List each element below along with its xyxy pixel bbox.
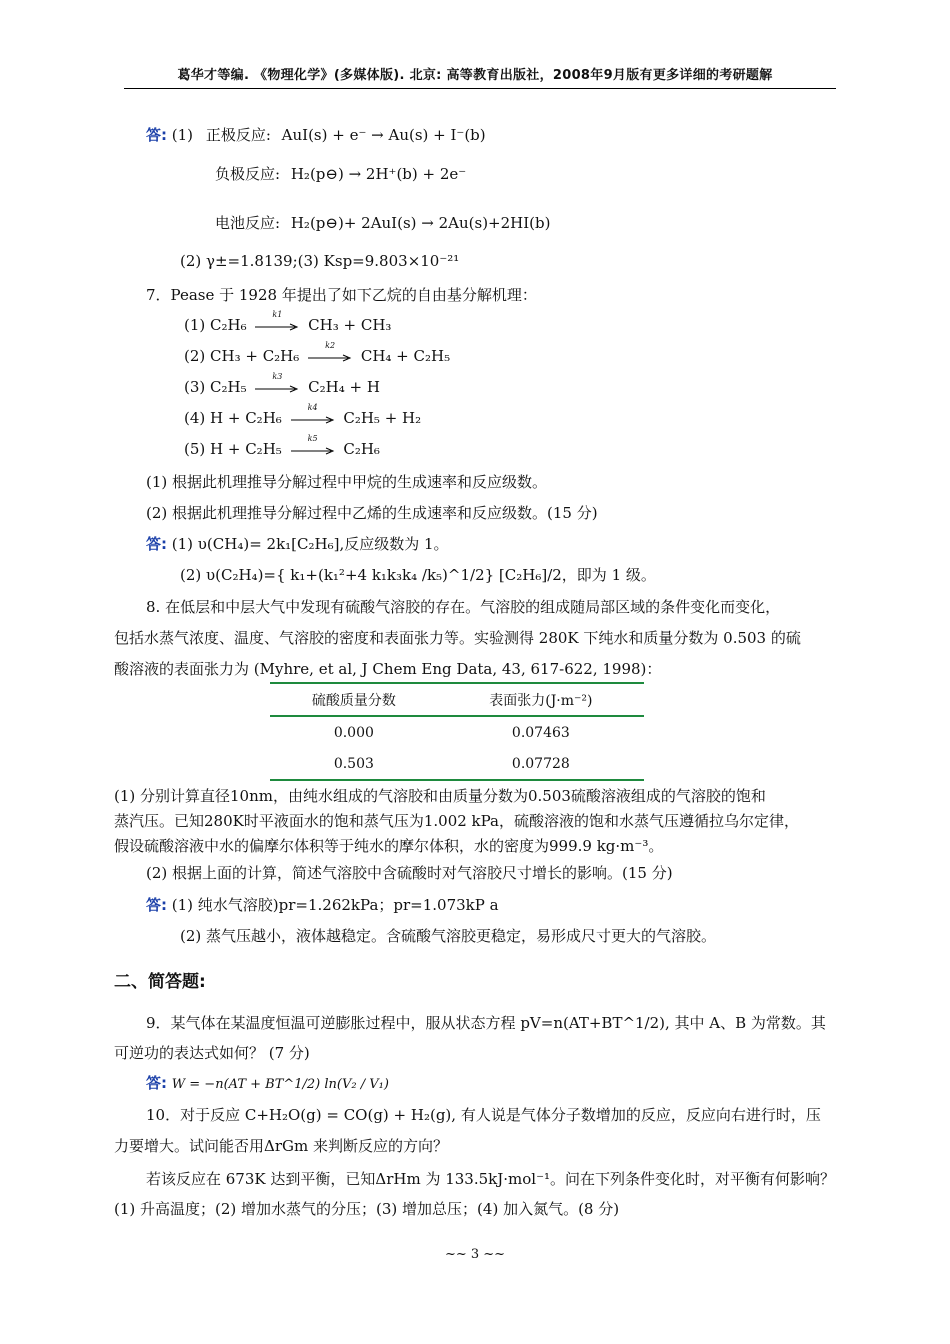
cell-line: [215, 212, 550, 233]
q7-question-2: (2) 根据此机理推导分解过程中乙烯的生成速率和反应级数。(15 分): [146, 504, 598, 522]
table-row: [270, 748, 644, 780]
column-header: 硫酸质量分数: [311, 692, 396, 709]
surface-tension-table: [270, 682, 644, 781]
header-rule: [124, 88, 836, 89]
step-products: C₂H₆: [343, 440, 380, 458]
q8-subq-line: (2) 根据上面的计算，简述气溶胶中含硫酸时对气溶胶尺寸增长的影响。(15 分): [146, 864, 673, 882]
q9-answer: [146, 1072, 389, 1093]
q8-subq-line: 蒸汽压。已知280K时平液面水的饱和蒸气压为1.002 kPa，硫酸溶液的饱和水蒸气压遵循拉乌尔定律，: [114, 812, 800, 830]
step-reactants: (3) C₂H₅: [184, 378, 247, 396]
step-reactants: (5) H + C₂H₅: [184, 440, 282, 458]
cell-reaction: H₂(p⊖)+ 2AuI(s) → 2Au(s)+2HI(b): [290, 214, 551, 232]
q8-para-line: 酸溶液的表面张力为 (Myhre, et al, J Chem Eng Data, 43, 617-622, 1998)：: [114, 660, 662, 678]
page-number: ~~ 3 ~~: [444, 1247, 506, 1262]
reaction-arrow-icon: [255, 310, 299, 333]
reaction-arrow-icon: [255, 372, 299, 395]
q9-line: 可逆功的表达式如何？ (7 分): [114, 1044, 310, 1062]
mechanism-step: [184, 403, 422, 427]
table-header-row: [270, 683, 644, 716]
q10-line: 力要增大。试问能否用ΔrGm 来判断反应的方向？: [114, 1137, 448, 1155]
rate-constant: k4: [307, 403, 318, 412]
rate-constant: k5: [307, 434, 318, 443]
rate-constant: k1: [272, 310, 283, 319]
q6-part23: (2) γ±=1.8139;(3) Ksp=9.803×10⁻²¹: [180, 252, 460, 270]
q7-intro: 7．Pease 于 1928 年提出了如下乙烷的自由基分解机理：: [146, 286, 537, 304]
q7-answer-1: [146, 533, 449, 554]
q8-answer-2: (2) 蒸气压越小，液体越稳定。含硫酸气溶胶更稳定，易形成尺寸更大的气溶胶。: [180, 927, 717, 945]
table-cell: 0.07728: [511, 755, 570, 772]
mechanism-step: [184, 434, 380, 458]
q7-question-1: (1) 根据此机理推导分解过程中甲烷的生成速率和反应级数。: [146, 473, 548, 491]
q6-answer-block: [146, 124, 486, 145]
answer-label: 答:: [146, 535, 167, 553]
step-reactants: (2) CH₃ + C₂H₆: [184, 347, 300, 365]
q8-para-line: 包括水蒸气浓度、温度、气溶胶的密度和表面张力等。实验测得 280K 下纯水和质量分数为 0.503 的硫: [114, 629, 801, 647]
q9-answer-formula: W = −n(AT + BT^1/2) ln(V₂ / V₁): [171, 1077, 389, 1092]
q8-answer-1: [146, 894, 499, 915]
rate-constant: k3: [272, 372, 283, 381]
answer-label: 答:: [146, 896, 167, 914]
q8-subq-line: (1) 分别计算直径10nm，由纯水组成的气溶胶和由质量分数为0.503硫酸溶液组成的气溶胶的饱和: [114, 787, 766, 805]
q7-answer-2: (2) υ(C₂H₄)={ k₁+(k₁²+4 k₁k₃k₄ /k₅)^1/2} [C₂H₆]/2，即为 1 级。: [180, 566, 656, 584]
reaction-arrow-icon: [291, 403, 335, 426]
step-products: C₂H₄ + H: [308, 378, 380, 396]
rate-constant: k2: [325, 341, 336, 350]
mechanism-step: [184, 310, 392, 334]
q7-answer-1-text: (1) υ(CH₄)= 2k₁[C₂H₆],反应级数为 1。: [171, 535, 449, 553]
q10-line: 10．对于反应 C+H₂O(g) = CO(g) + H₂(g), 有人说是气体分子数增加的反应，反应向右进行时，压: [146, 1106, 821, 1124]
answer-label: 答:: [146, 126, 167, 144]
column-header: 表面张力(J·m⁻²): [489, 692, 593, 709]
q10-line: 若该反应在 673K 达到平衡，已知ΔrHm 为 133.5kJ·mol⁻¹。问在下列条件变化时，对平衡有何影响？: [146, 1170, 836, 1188]
table-row: [270, 716, 644, 748]
q8-para-line: 8. 在低层和中层大气中发现有硫酸气溶胶的存在。气溶胶的组成随局部区域的条件变化而变化，: [146, 598, 781, 616]
mechanism-step: [184, 341, 451, 365]
table-cell: 0.000: [333, 724, 374, 741]
step-reactants: (4) H + C₂H₆: [184, 409, 282, 427]
q10-line: (1) 升高温度；(2) 增加水蒸气的分压；(3) 增加总压；(4) 加入氮气。(8 分): [114, 1200, 620, 1218]
q6-part1-label: (1): [171, 126, 194, 144]
answer-label: 答:: [146, 1074, 167, 1092]
step-products: C₂H₅ + H₂: [343, 409, 422, 427]
step-reactants: (1) C₂H₆: [184, 316, 247, 334]
q8-answer-1-text: (1) 纯水气溶胶)pr=1.262kPa；pr=1.073kP a: [171, 896, 499, 914]
neg-label: 负极反应:: [215, 165, 281, 183]
neg-line: [215, 163, 466, 184]
table-cell: 0.503: [333, 755, 374, 772]
reaction-arrow-icon: [291, 434, 335, 457]
table-cell: 0.07463: [511, 724, 570, 741]
q8-subq-line: 假设硫酸溶液中水的偏摩尔体积等于纯水的摩尔体积，水的密度为999.9 kg·m⁻³。: [114, 837, 664, 855]
q9-line: 9．某气体在某温度恒温可逆膨胀过程中，服从状态方程 pV=n(AT+BT^1/2), 其中 A、B 为常数。其: [146, 1014, 826, 1032]
page-header: 葛华才等编. 《物理化学》(多媒体版). 北京: 高等教育出版社，2008年9月版有更多详细的考研题解: [177, 68, 773, 83]
mechanism-step: [184, 372, 380, 396]
pos-reaction: AuI(s) + e⁻ → Au(s) + I⁻(b): [281, 126, 486, 144]
pos-label: 正极反应:: [205, 126, 271, 144]
neg-reaction: H₂(p⊖) → 2H⁺(b) + 2e⁻: [290, 165, 467, 183]
section-heading: 二、简答题:: [114, 972, 206, 992]
cell-label: 电池反应:: [215, 214, 281, 232]
step-products: CH₃ + CH₃: [308, 316, 392, 334]
step-products: CH₄ + C₂H₅: [360, 347, 451, 365]
reaction-arrow-icon: [308, 341, 352, 364]
